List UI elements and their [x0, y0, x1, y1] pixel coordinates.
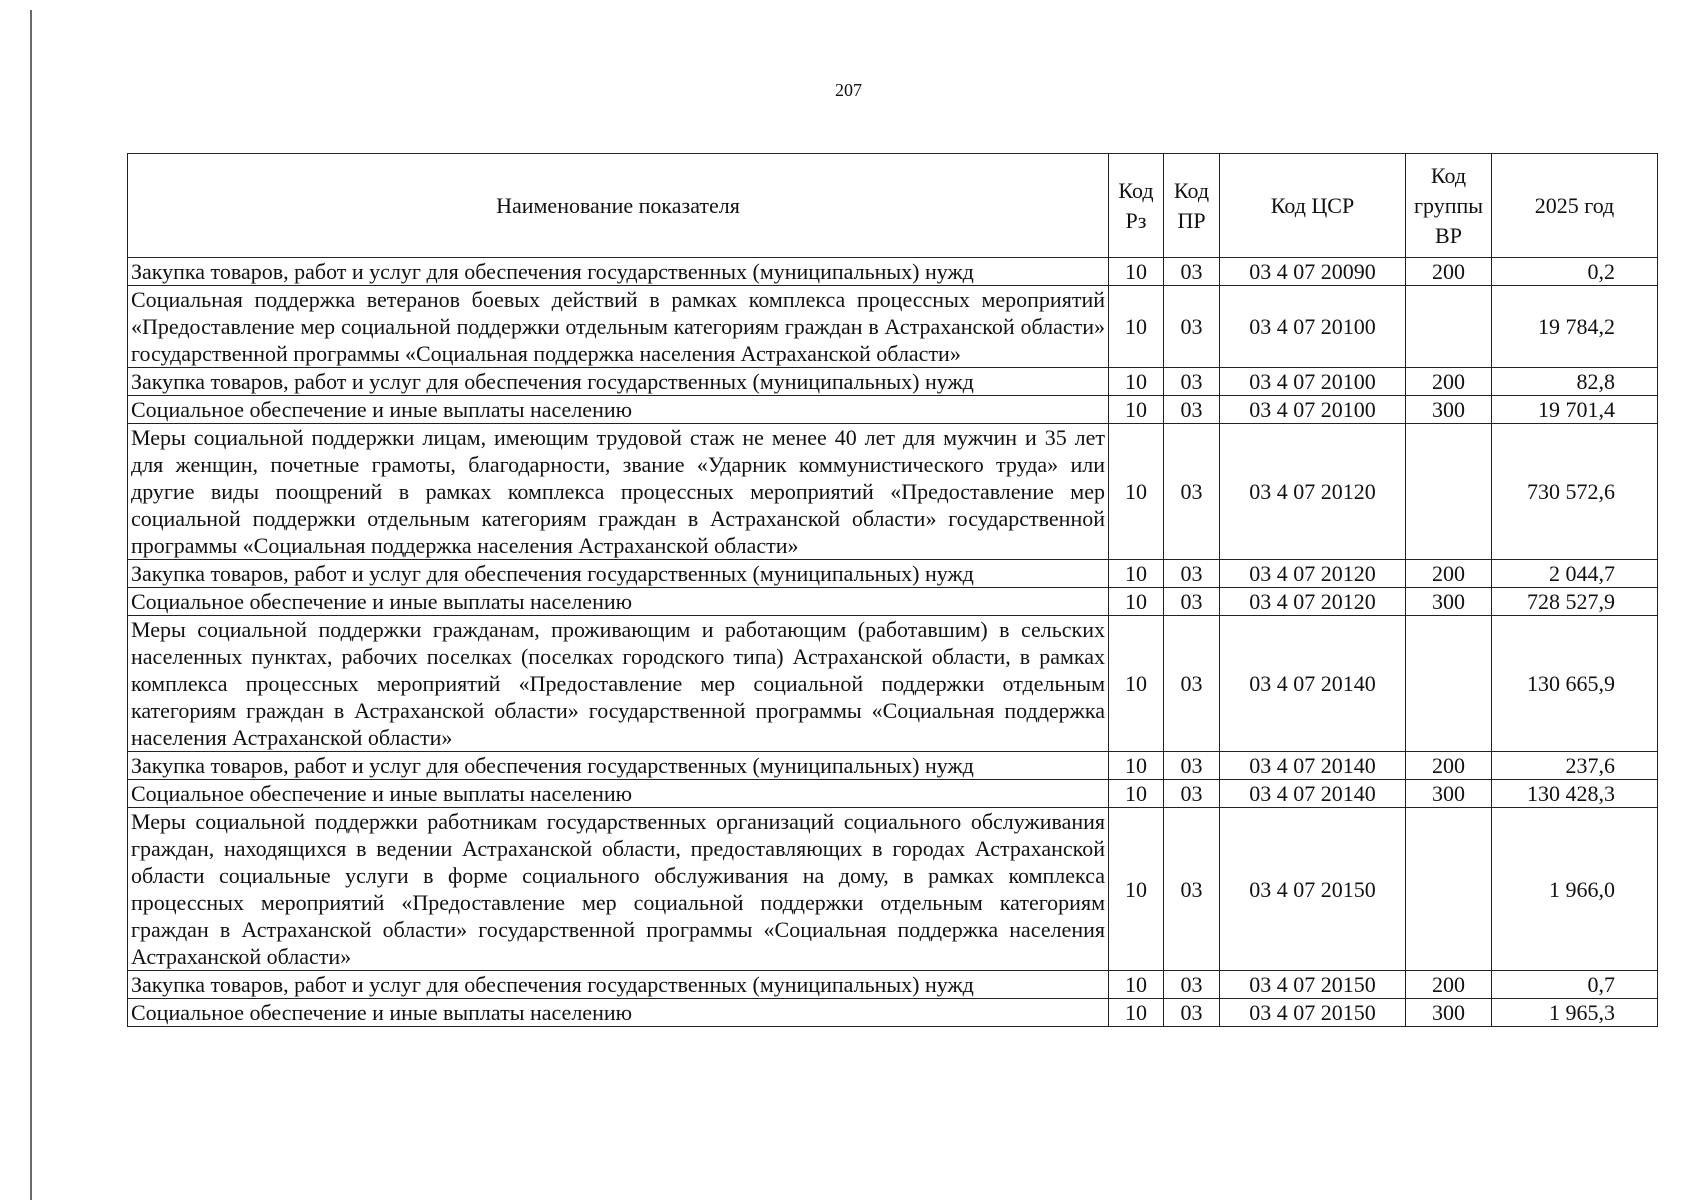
cell-year: 130 665,9 — [1492, 616, 1658, 752]
table-row — [128, 752, 1658, 780]
table-row — [128, 396, 1658, 424]
cell-csr: 03 4 07 20150 — [1220, 999, 1406, 1027]
cell-pr: 03 — [1164, 752, 1220, 780]
cell-name: Закупка товаров, работ и услуг для обеспечения государственных (муниципальных) нужд — [128, 258, 1109, 286]
budget-table-container — [127, 153, 1657, 1027]
cell-name: Социальное обеспечение и иные выплаты населению — [128, 999, 1109, 1027]
cell-year: 130 428,3 — [1492, 780, 1658, 808]
cell-pr: 03 — [1164, 616, 1220, 752]
cell-year: 19 784,2 — [1492, 286, 1658, 368]
cell-vr: 200 — [1406, 971, 1492, 999]
cell-pr: 03 — [1164, 999, 1220, 1027]
cell-vr: 200 — [1406, 752, 1492, 780]
cell-year: 1 966,0 — [1492, 808, 1658, 971]
cell-rz: 10 — [1109, 424, 1164, 560]
cell-vr: 300 — [1406, 999, 1492, 1027]
cell-name: Социальная поддержка ветеранов боевых действий в рамках комплекса процессных мероприятий «Предоставление мер социальной поддержки отдельным категориям граждан в Астраханской области» государственной программы «Социальная поддержка населения Астраханской области» — [128, 286, 1109, 368]
header-pr: Код ПР — [1164, 154, 1220, 258]
header-csr: Код ЦСР — [1220, 154, 1406, 258]
table-row — [128, 424, 1658, 560]
table-row — [128, 999, 1658, 1027]
page-number: 207 — [835, 80, 862, 100]
header-name: Наименование показателя — [128, 154, 1109, 258]
cell-vr: 300 — [1406, 588, 1492, 616]
cell-pr: 03 — [1164, 368, 1220, 396]
table-row — [128, 368, 1658, 396]
cell-rz: 10 — [1109, 588, 1164, 616]
cell-rz: 10 — [1109, 999, 1164, 1027]
cell-name: Закупка товаров, работ и услуг для обеспечения государственных (муниципальных) нужд — [128, 368, 1109, 396]
cell-pr: 03 — [1164, 780, 1220, 808]
cell-vr — [1406, 424, 1492, 560]
table-row — [128, 588, 1658, 616]
cell-csr: 03 4 07 20140 — [1220, 616, 1406, 752]
cell-csr: 03 4 07 20150 — [1220, 971, 1406, 999]
cell-rz: 10 — [1109, 808, 1164, 971]
cell-name: Закупка товаров, работ и услуг для обеспечения государственных (муниципальных) нужд — [128, 971, 1109, 999]
cell-rz: 10 — [1109, 368, 1164, 396]
header-vr: Код группы ВР — [1406, 154, 1492, 258]
cell-pr: 03 — [1164, 971, 1220, 999]
cell-year: 237,6 — [1492, 752, 1658, 780]
cell-year: 728 527,9 — [1492, 588, 1658, 616]
cell-vr — [1406, 286, 1492, 368]
cell-pr: 03 — [1164, 396, 1220, 424]
cell-pr: 03 — [1164, 588, 1220, 616]
table-row — [128, 616, 1658, 752]
cell-rz: 10 — [1109, 396, 1164, 424]
cell-rz: 10 — [1109, 752, 1164, 780]
cell-csr: 03 4 07 20120 — [1220, 560, 1406, 588]
cell-year: 1 965,3 — [1492, 999, 1658, 1027]
header-rz: Код Рз — [1109, 154, 1164, 258]
table-row — [128, 286, 1658, 368]
cell-pr: 03 — [1164, 560, 1220, 588]
cell-vr — [1406, 616, 1492, 752]
cell-year: 0,2 — [1492, 258, 1658, 286]
cell-pr: 03 — [1164, 258, 1220, 286]
cell-pr: 03 — [1164, 286, 1220, 368]
cell-name: Закупка товаров, работ и услуг для обеспечения государственных (муниципальных) нужд — [128, 560, 1109, 588]
header-year: 2025 год — [1492, 154, 1658, 258]
cell-year: 2 044,7 — [1492, 560, 1658, 588]
cell-name: Меры социальной поддержки лицам, имеющим трудовой стаж не менее 40 лет для мужчин и 35 лет для женщин, почетные грамоты, благодарности, звание «Ударник коммунистического труда» или другие виды поощрений в рамках комплекса процессных мероприятий «Предоставление мер социальной поддержки отдельным категориям граждан в Астраханской области» государственной программы «Социальная поддержка населения Астраханской области» — [128, 424, 1109, 560]
table-row — [128, 971, 1658, 999]
cell-vr — [1406, 808, 1492, 971]
cell-name: Меры социальной поддержки работникам государственных организаций социального обслуживания граждан, находящихся в ведении Астраханской области, предоставляющих в городах Астраханской области социальные услуги в форме социального обслуживания на дому, в рамках комплекса процессных мероприятий «Предоставление мер социальной поддержки отдельным категориям граждан в Астраханской области» государственной программы «Социальная поддержка населения Астраханской области» — [128, 808, 1109, 971]
cell-rz: 10 — [1109, 258, 1164, 286]
cell-csr: 03 4 07 20100 — [1220, 396, 1406, 424]
table-row — [128, 808, 1658, 971]
cell-pr: 03 — [1164, 424, 1220, 560]
cell-csr: 03 4 07 20140 — [1220, 752, 1406, 780]
binding-margin-line — [30, 10, 32, 1200]
cell-year: 19 701,4 — [1492, 396, 1658, 424]
table-row — [128, 258, 1658, 286]
cell-name: Социальное обеспечение и иные выплаты населению — [128, 780, 1109, 808]
cell-csr: 03 4 07 20120 — [1220, 424, 1406, 560]
cell-name: Социальное обеспечение и иные выплаты населению — [128, 588, 1109, 616]
table-row — [128, 780, 1658, 808]
cell-csr: 03 4 07 20120 — [1220, 588, 1406, 616]
cell-csr: 03 4 07 20150 — [1220, 808, 1406, 971]
cell-rz: 10 — [1109, 780, 1164, 808]
table-row — [128, 560, 1658, 588]
cell-name: Социальное обеспечение и иные выплаты населению — [128, 396, 1109, 424]
table-header-row — [128, 154, 1658, 258]
cell-rz: 10 — [1109, 971, 1164, 999]
cell-vr: 200 — [1406, 258, 1492, 286]
cell-csr: 03 4 07 20100 — [1220, 286, 1406, 368]
budget-table — [127, 153, 1658, 1027]
cell-year: 730 572,6 — [1492, 424, 1658, 560]
cell-year: 0,7 — [1492, 971, 1658, 999]
cell-name: Закупка товаров, работ и услуг для обеспечения государственных (муниципальных) нужд — [128, 752, 1109, 780]
cell-rz: 10 — [1109, 616, 1164, 752]
cell-rz: 10 — [1109, 286, 1164, 368]
cell-vr: 200 — [1406, 560, 1492, 588]
cell-year: 82,8 — [1492, 368, 1658, 396]
cell-csr: 03 4 07 20100 — [1220, 368, 1406, 396]
cell-csr: 03 4 07 20140 — [1220, 780, 1406, 808]
cell-name: Меры социальной поддержки гражданам, проживающим и работающим (работавшим) в сельских населенных пунктах, рабочих поселках (поселках городского типа) Астраханской области, в рамках комплекса процессных мероприятий «Предоставление мер социальной поддержки отдельным категориям граждан в Астраханской области» государственной программы «Социальная поддержка населения Астраханской области» — [128, 616, 1109, 752]
cell-vr: 200 — [1406, 368, 1492, 396]
cell-vr: 300 — [1406, 780, 1492, 808]
cell-csr: 03 4 07 20090 — [1220, 258, 1406, 286]
cell-pr: 03 — [1164, 808, 1220, 971]
cell-rz: 10 — [1109, 560, 1164, 588]
cell-vr: 300 — [1406, 396, 1492, 424]
